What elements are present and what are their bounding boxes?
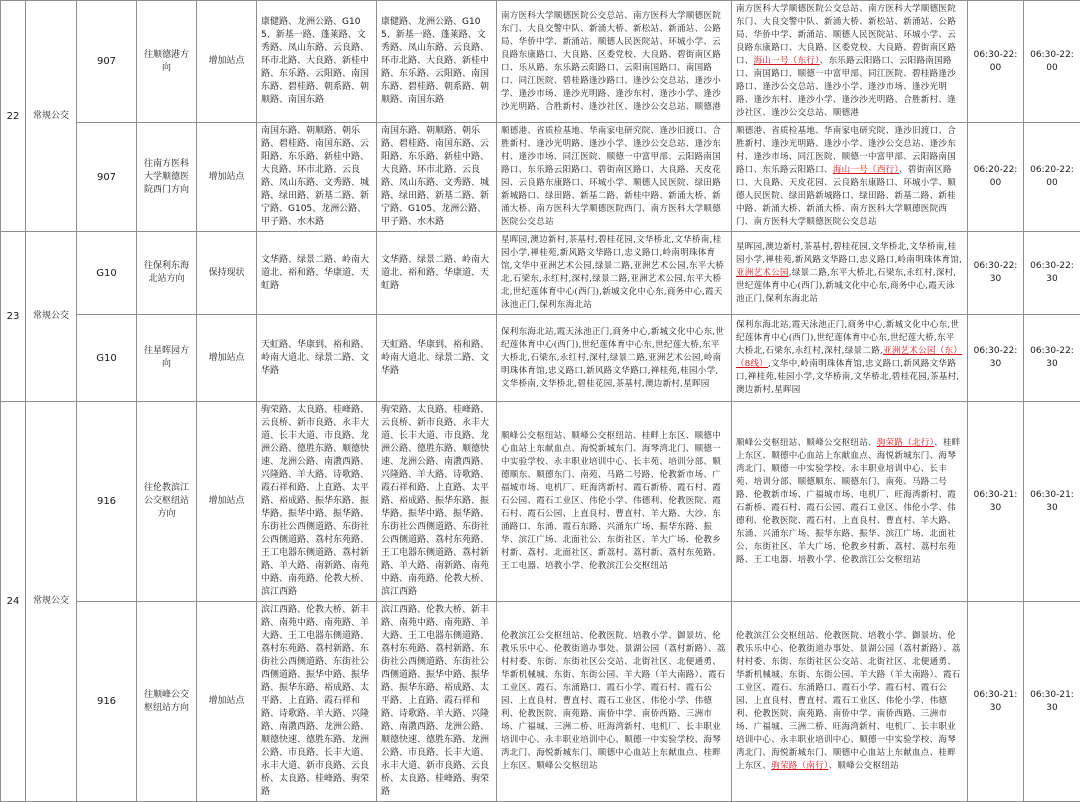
route-group-type: 常规公交 bbox=[26, 232, 77, 402]
new-time-cell: 06:30-22:30 bbox=[1024, 232, 1080, 315]
new-time-cell: 06:20-22:00 bbox=[1024, 123, 1080, 232]
old-stops-cell: 顺德港、省质检基地、华南家电研究院、逢沙旧渡口、合胜新村、逢沙光明路、逢沙小学、逢沙公交总站、逢沙东村、逢沙市场、同江医院、顺德一中富甲部、云阳路南国路口、东乐路云阳路口、碧街南区路口、大良路、天皮花园、云良路东康路口、环城小学、顺德人民医院、绿田路新城路口、绿田路、新基二路、新桂中路、新涌大桥、新涌大桥、南方医科大学顺德医院西门、南方医科大学顺德医院公交总站 bbox=[497, 123, 732, 232]
new-stops-text: 保利东海北站,霞天泳池正门,商务中心,新城文化中心东,世纪莲体育中心(西门),世纪莲体育中心东,世纪莲大桥,东平大桥北,石梁东,永红村,深村,绿景二路, bbox=[736, 320, 959, 356]
old-roads-cell: 康健路、龙洲公路、G105、新基一路、蓬莱路、文秀路、凤山东路、云良路、环市北路、大良路、新桂中路、东乐路、云阳路、南国东路、碧桂路、朝系路、朝顺路、南国东路 bbox=[257, 1, 377, 123]
route-number-cell: 916 bbox=[77, 602, 137, 802]
table-row bbox=[1, 123, 1080, 232]
new-roads-cell: 南国东路、朝顺路、朝乐路、碧桂路、南国东路、云阳路、东乐路、新桂中路、大良路、环市北路、云良路、凤山东路、文秀路、城路、绿田路、新基二路、新宁路、G105、龙洲公路、甲子路、水木路 bbox=[377, 123, 497, 232]
new-roads-cell: 驹荣路、太良路、桂峰路、云良桥、新市良路、永丰大道、长丰大道、市良路、龙洲公路、德胜东路、顺德快速、龙洲公路、南漖西路、兴隆路、羊大路、诗歌路、霞石祥和路、上直路、太平路、裕成路、振华东路、振华路、振华中路、振华路、东街社公西侧道路、东街社公西侧道路、荔村东苑路、王工电器东侧道路、荔村新路、羊大路、南新路、南苑中路、南苑路、伦教大桥、滨江西路 bbox=[377, 402, 497, 602]
new-stops-cell bbox=[732, 1, 968, 123]
old-time-cell: 06:30-22:00 bbox=[968, 1, 1024, 123]
old-stops-cell: 南方医科大学顺德医院公交总站、南方医科大学顺德医院东门、大良交警中队、新涌大桥、新松站、新涌站、公路局、华侨中学、新涌站、顺德人民医院站、环城小学、云良路东康路口、大良路、区委党校、大良路、碧街南区路口、乐从路、东乐路云阳路口、云阳南国路口、南国路口、同江医院、碧桂路逢沙路口、逢沙公交总站、逢沙小学、逢沙市场、逢沙光明路、逢沙东村、逢沙小学、逢沙沙光明路、合胜新村、逢沙社区、逢沙公交总站、顺德港 bbox=[497, 1, 732, 123]
route-number-cell: G10 bbox=[77, 232, 137, 315]
table-row bbox=[1, 315, 1080, 402]
new-stops-text-rest: ,绿景二路,东平大桥北,石梁东,永红村,深村,世纪莲体育中心(西门),新城文化中心东,商务中心,霞天泳池正门,保利东海北站 bbox=[736, 268, 956, 304]
route-number-cell: 916 bbox=[77, 402, 137, 602]
old-time-cell: 06:30-21:30 bbox=[968, 602, 1024, 802]
new-time-cell: 06:30-22:00 bbox=[1024, 1, 1080, 123]
new-stops-text: 顺德港、省质检基地、华南家电研究院、逢沙旧渡口、合胜新村、逢沙光明路、逢沙小学、逢沙公交总站、逢沙东村、逢沙市场、同江医院、顺德一中富甲部、云阳路南国路口、东乐路云阳路口、 bbox=[736, 126, 956, 175]
added-stop-highlight: 亚洲艺术公园（东）（8线） bbox=[736, 346, 962, 369]
new-stops-cell bbox=[732, 232, 968, 315]
direction-cell: 往顺德港方向 bbox=[137, 1, 197, 123]
new-stops-cell bbox=[732, 315, 968, 402]
table-row bbox=[1, 402, 1080, 602]
new-roads-cell: 天虹路、华康到、裕和路、岭南大道北、绿景二路、文华路 bbox=[377, 315, 497, 402]
new-stops-text-rest: ,文华中,岭南明珠体育馆,忠义路口,新风路文华路口,禅桂苑,桂园小学,文华桥南,文华桥北,碧桂花园,茶基村,澳边新村,星晖园 bbox=[736, 359, 959, 395]
new-roads-cell: 滨江西路、伦教大桥、新丰路、南苑中路、南苑路、羊大路、王工电器东侧道路、荔村东苑路、荔村新路、东街社公西侧道路、东街社公西侧道路、振华中路、振华路、振华东路、裕成路、太平路、上直路、霞石祥和路、诗歌路、羊大路、兴隆路、南漖西路、龙洲公路、顺德快速、德胜东路、龙洲公路、市良路、长丰大道、永丰大道、新市良路、云良桥、太良路、桂峰路、驹荣路 bbox=[377, 602, 497, 802]
added-stop-highlight: 海山一号（西行） bbox=[833, 165, 899, 175]
route-group-type: 常规公交 bbox=[26, 1, 77, 232]
new-stops-cell bbox=[732, 123, 968, 232]
added-stop-highlight: 驹荣路（北行） bbox=[877, 438, 934, 448]
new-stops-text-rest: 、东乐路云阳路口、云阳路南国路口、南国路口、顺德一中富甲部、同江医院、碧桂路逢沙路口、逢沙公交总站、逢沙小学、逢沙市场、逢沙光明路、逢沙东村、逢沙小学、逢沙沙光明路、合胜新村、逢沙社区、逢沙公交总站、顺德港 bbox=[736, 56, 956, 118]
old-roads-cell: 驹荣路、太良路、桂峰路、云良桥、新市良路、永丰大道、长丰大道、市良路、龙洲公路、德胜东路、顺德快速、龙洲公路、南漖西路、兴隆路、羊大路、诗歌路、霞石祥和路、上直路、太平路、裕成路、振华东路、振华路、振华中路、振华路、东街社公西侧道路、东街社公西侧道路、荔村东苑路、王工电器东侧道路、荔村新路、羊大路、南新路、南苑中路、南苑路、伦教大桥、滨江西路 bbox=[257, 402, 377, 602]
action-cell: 增加站点 bbox=[197, 1, 257, 123]
route-group-number: 24 bbox=[1, 402, 26, 802]
new-stops-text: 伦教滨江公交枢纽站、伦教医院、培教小学、御景坊、伦教乐乐中心、伦教街道办事处、景湖公园（荔村新路）、荔村村委、东街、东街社区公交站、北街社区、北便通勇、华新机械城、东街、东街公园、羊大路（羊大南路）、霞石工业区、霞石、东涌路口、霞石小学、霞石村、霞石公园、上直良村、曹直村、霞石工业区、伟伦小学、伟德利、伦教医院、南苑路、南侨中学、南侨西路、三洲市场、广福城、三洲二桥、旺海湾新村、电机厂、长丰职业培训中心、永丰职业培训中心、顺德一中实验学校、海琴湾北门、海悦新城东门、顺德中心血站上东献血点、桂畔上东区、 bbox=[736, 631, 961, 771]
direction-cell: 往伦教滨江公交枢纽站方向 bbox=[137, 402, 197, 602]
new-roads-cell: 文华路、绿景二路、岭南大道北、裕和路、华康道、天虹路 bbox=[377, 232, 497, 315]
new-time-cell: 06:30-22:30 bbox=[1024, 315, 1080, 402]
route-number-cell: G10 bbox=[77, 315, 137, 402]
old-roads-cell: 南国东路、朝顺路、朝乐路、碧桂路、南国东路、云阳路、东乐路、新桂中路、大良路、环市北路、云良路、凤山东路、文秀路、城路、绿田路、新基二路、新宁路、G105、龙洲公路、甲子路、水木路 bbox=[257, 123, 377, 232]
old-roads-cell: 文华路、绿景二路、岭南大道北、裕和路、华康道、天虹路 bbox=[257, 232, 377, 315]
new-stops-text: 南方医科大学顺德医院公交总站、南方医科大学顺德医院东门、大良交警中队、新涌大桥、新松站、新涌站、公路局、华侨中学、新涌站、顺德人民医院站、环城小学、云良路东康路口、大良路、区委党校、大良路、碧街南区路口、 bbox=[736, 4, 956, 66]
action-cell: 增加站点 bbox=[197, 315, 257, 402]
new-stops-text-rest: 、碧街南区路口、大良路、天皮花园、云良路东康路口、环城小学、顺德人民医院、绿田路新城路口、绿田路、新基二路、新桂中路、新涌大桥、新涌大桥、南方医科大学顺德医院西门、南方医科大学顺德医院公交总站 bbox=[736, 165, 956, 227]
new-stops-text-rest: 、桂畔上东区、顺德中心血站上东献血点、海悦新城东门、海琴湾北门、顺德一中实验学校、永丰职业培训中心、长丰苑、培训分部、顺德顺东、顺德东门、南苑、马路二号路、伦教新市场、广福城市场、电机厂、旺海湾新村、霞石新桥、霞石村、霞石公园、霞石工业区、伟伦小学、伟德利、伦教医院、霞石村、上直良村、曹直村、羊大路、东涌、兴涌东广场、振华东路、振华、滨江广场、北面社公、东街社区、羊大广场、伦教乡村新、荔村、荔村东苑路、王工电器、培教小学、伦教滨江公交枢纽站 bbox=[736, 438, 961, 565]
new-stops-text: 星晖园,澳边新村,茶基村,碧桂花园,文华桥北,文华桥南,桂园小学,禅桂苑,新风路文华路口,忠义路口,岭南明珠体育馆, bbox=[736, 242, 962, 265]
old-time-cell: 06:30-22:30 bbox=[968, 315, 1024, 402]
route-number-cell: 907 bbox=[77, 1, 137, 123]
route-number-cell: 907 bbox=[77, 123, 137, 232]
new-stops-cell bbox=[732, 602, 968, 802]
old-time-cell: 06:20-22:00 bbox=[968, 123, 1024, 232]
added-stop-highlight: 亚洲艺术公园 bbox=[736, 268, 789, 278]
table-row bbox=[1, 1, 1080, 123]
added-stop-highlight: 驹荣路（南行） bbox=[771, 761, 828, 771]
new-time-cell: 06:30-21:30 bbox=[1024, 602, 1080, 802]
new-time-cell: 06:30-21:30 bbox=[1024, 402, 1080, 602]
new-stops-text: 顺峰公交枢纽站、顺峰公交枢纽站、 bbox=[736, 438, 877, 448]
direction-cell: 往保利东海北站方向 bbox=[137, 232, 197, 315]
old-stops-cell: 顺峰公交枢纽站、顺峰公交枢纽站、桂畔上东区、顺德中心血站上东献血点、海悦新城东门、海琴湾北门、顺德一中实验学校、永丰职业培训中心、长丰苑、培训分部、顺德顺东、顺德东门、南苑、马路二号路、伦教新市场、广福城市场、电机厂、旺海湾新村、霞石新桥、霞石村、霞石公园、霞石工业区、伟伦小学、伟德利、伦教医院、霞石村、霞石公园、上直良村、曹直村、羊大路、大沙、东涌路口、东涌、霞石东路、兴涌东广场、振华东路、振华、滨江广场、北面社公、东街社区、羊大广场、伦教乡村新、荔村、北面社区、新荔村、荔村新、荔村东苑路、王工电器、培教小学、伦教滨江公交枢纽站 bbox=[497, 402, 732, 602]
table-row bbox=[1, 232, 1080, 315]
old-roads-cell: 天虹路、华康到、裕和路、岭南大道北、绿景二路、文华路 bbox=[257, 315, 377, 402]
direction-cell: 往南方医科大学顺德医院西门方向 bbox=[137, 123, 197, 232]
action-cell: 增加站点 bbox=[197, 402, 257, 602]
action-cell: 增加站点 bbox=[197, 123, 257, 232]
new-roads-cell: 康健路、龙洲公路、G105、新基一路、蓬莱路、文秀路、凤山东路、云良路、环市北路、大良路、新桂中路、东乐路、云阳路、南国东路、碧桂路、朝系路、朝顺路、南国东路 bbox=[377, 1, 497, 123]
new-stops-text-rest: 、顺峰公交枢纽站 bbox=[829, 761, 899, 771]
route-group-type: 常规公交 bbox=[26, 402, 77, 802]
new-stops-cell bbox=[732, 402, 968, 602]
table-row bbox=[1, 602, 1080, 802]
old-stops-cell: 保利东海北站,霞天泳池正门,商务中心,新城文化中心东,世纪莲体育中心(西门),世纪莲体育中心东,世纪莲大桥,东平大桥北,石梁东,永红村,深村,绿景二路,亚洲艺术公园,岭南明珠体育馆,忠义路口,新风路文华路口,禅桂苑,桂园小学,文华桥南,文华桥北,碧桂花园,茶基村,澳边新村,星晖园 bbox=[497, 315, 732, 402]
action-cell: 增加站点 bbox=[197, 602, 257, 802]
action-cell: 保持现状 bbox=[197, 232, 257, 315]
old-stops-cell: 伦教滨江公交枢纽站、伦教医院、培教小学、御景坊、伦教乐乐中心、伦教街道办事处、景湖公园（荔村新路）、荔村村委、东街、东街社区公交站、北街社区、北便通勇、华新机械城、东街、东街公园、羊大路（羊大南路）、霞石工业区、霞石、东涌路口、霞石小学、霞石村、霞石公园、上直良村、曹直村、霞石工业区、伟伦小学、伟德利、伦教医院、南苑路、南侨中学、南侨西路、三洲市场、广福城、三洲二桥、旺海湾新村、电机厂、长丰职业培训中心、永丰职业培训中心、顺德一中实验学校、海琴湾北门、海悦新城东门、顺德中心血站上东献血点、桂畔上东区、顺峰公交枢纽站 bbox=[497, 602, 732, 802]
old-stops-cell: 星晖园,澳边新村,茶基村,碧桂花园,文华桥北,文华桥南,桂园小学,禅桂苑,新风路文华路口,忠义路口,岭南明珠体育馆,文华中亚洲艺术公园,绿景二路,亚洲艺术公园,东平大桥北,石梁东,永红村,深村,绿景二路,亚洲艺术公园,东平大桥北,世纪莲体育中心(西门),新城文化中心东,商务中心,霞天泳池正门,保利东海北站 bbox=[497, 232, 732, 315]
old-roads-cell: 滨江西路、伦教大桥、新丰路、南苑中路、南苑路、羊大路、王工电器东侧道路、荔村东苑路、荔村新路、东街社公西侧道路、东街社公西侧道路、振华中路、振华路、振华东路、裕成路、太平路、上直路、霞石祥和路、诗歌路、羊大路、兴隆路、南漖西路、龙洲公路、顺德快速、德胜东路、龙洲公路、市良路、长丰大道、永丰大道、新市良路、云良桥、太良路、桂峰路、驹荣路 bbox=[257, 602, 377, 802]
direction-cell: 往星晖园方向 bbox=[137, 315, 197, 402]
added-stop-highlight: 海山一号（东行） bbox=[754, 56, 820, 66]
route-group-number: 23 bbox=[1, 232, 26, 402]
route-group-number: 22 bbox=[1, 1, 26, 232]
old-time-cell: 06:30-22:30 bbox=[968, 232, 1024, 315]
direction-cell: 往顺峰公交枢纽站方向 bbox=[137, 602, 197, 802]
old-time-cell: 06:30-21:30 bbox=[968, 402, 1024, 602]
